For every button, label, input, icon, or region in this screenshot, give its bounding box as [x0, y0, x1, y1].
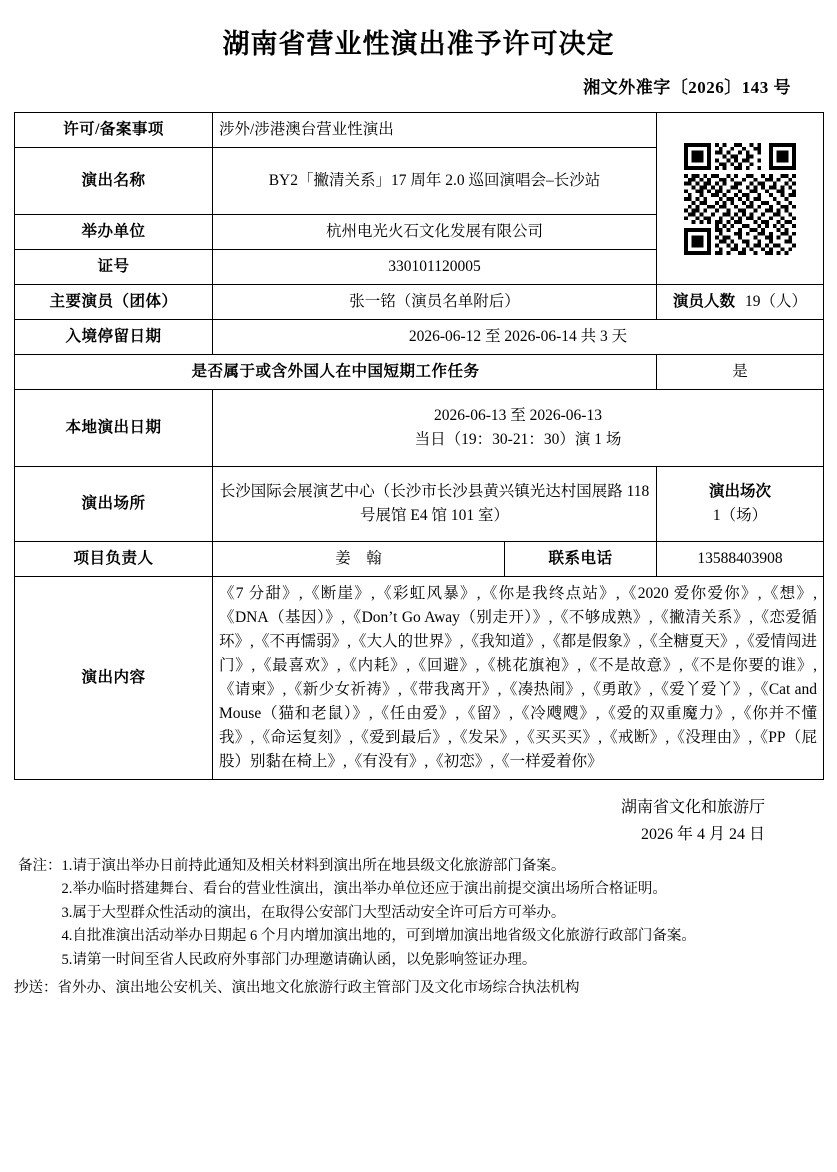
permit-table [14, 112, 824, 780]
cc-label: 抄送： [14, 980, 58, 997]
local-date-label: 本地演出日期 [15, 390, 213, 467]
table-row [15, 320, 824, 355]
local-date-line2: 当日（19：30-21：30）演 1 场 [414, 431, 622, 449]
organizer-value: 杭州电光火石文化发展有限公司 [213, 215, 657, 250]
note-item: 3.属于大型群众性活动的演出，在取得公安部门大型活动安全许可后方可举办。 [61, 904, 566, 921]
cc-value: 省外办、演出地公安机关、演出地文化旅游行政主管部门及文化市场综合执法机构 [57, 980, 580, 997]
manager-value: 姜 翰 [213, 542, 505, 577]
license-no-value: 330101120005 [213, 250, 657, 285]
table-row [15, 577, 824, 780]
foreign-task-value: 是 [657, 355, 824, 390]
table-row [15, 355, 824, 390]
main-actors-label: 主要演员（团体） [15, 285, 213, 320]
main-actors-value: 张一铭（演员名单附后） [213, 285, 657, 320]
note-item: 2.举办临时搭建舞台、看台的营业性演出，演出举办单位还应于演出前提交演出场所合格证明。 [61, 881, 667, 898]
content-value: 《7 分甜》,《断崖》,《彩虹风暴》,《你是我终点站》,《2020 爱你爱你》,《想》,《DNA（基因）》,《Don’t Go Away（别走开）》,《不够成熟》,《撇清关系》,《恋爱循环》,《不再懦弱》,《大人的世界》,《我知道》,《都是假象》,《全糖夏天》,《爱情闯进门》,《最喜欢》,《内耗》,《回避》,《桃花旗袍》,《不是故意》,《不是你要的谁》,《请柬》,《新少女祈祷》,《带我离开》,《凑热闹》,《勇敢》,《爱丫爱丫》,《Cat and Mouse（猫和老鼠）》,《任由爱》,《留》,《冷飕飕》,《爱的双重魔力》,《你并不懂我》,《命运复刻》,《爱到最后》,《发呆》,《买买买》,《戒断》,《没理由》,《PP（屁股）别黏在椅上》,《有没有》,《初恋》,《一样爱着你》 [213, 577, 824, 780]
notes-section [14, 849, 823, 972]
permit-matter-label: 许可/备案事项 [15, 113, 213, 148]
local-date-value [213, 390, 824, 467]
phone-value: 13588403908 [657, 542, 824, 577]
issuing-authority: 湖南省文化和旅游厅 [620, 799, 765, 817]
phone-label: 联系电话 [505, 542, 657, 577]
show-name-value: BY2「撇清关系」17 周年 2.0 巡回演唱会–长沙站 [213, 148, 657, 215]
cc-section [14, 972, 823, 1000]
permit-matter-value: 涉外/涉港澳台营业性演出 [213, 113, 657, 148]
show-name-label: 演出名称 [15, 148, 213, 215]
manager-label: 项目负责人 [15, 542, 213, 577]
issue-date: 2026 年 4 月 24 日 [640, 826, 765, 844]
note-item: 4.自批准演出活动举办日期起 6 个月内增加演出地的，可到增加演出地省级文化旅游行政部门备案。 [61, 928, 696, 945]
table-row [15, 113, 824, 148]
stay-date-label: 入境停留日期 [15, 320, 213, 355]
venue-label: 演出场所 [15, 467, 213, 542]
actor-count-label: 演员人数 [672, 293, 735, 311]
document-number: 湘文外准字〔2026〕143 号 [583, 78, 791, 97]
content-label: 演出内容 [15, 577, 213, 780]
qr-code-icon [684, 143, 796, 255]
sessions-value: 1（场） [712, 507, 768, 525]
actor-count-value: 19（人） [745, 293, 808, 311]
license-no-label: 证号 [15, 250, 213, 285]
table-row [15, 467, 824, 542]
table-row [15, 542, 824, 577]
local-date-line1: 2026-06-13 至 2026-06-13 [434, 407, 602, 425]
signature-block [14, 780, 823, 848]
page-title: 湖南省营业性演出准予许可决定 [222, 29, 615, 59]
table-row [15, 390, 824, 467]
actor-count-cell [657, 285, 824, 320]
venue-value: 长沙国际会展演艺中心（长沙市长沙县黄兴镇光达村国展路 118 号展馆 E4 馆 101 室） [213, 467, 657, 542]
qr-code-cell [657, 113, 824, 285]
organizer-label: 举办单位 [15, 215, 213, 250]
note-item: 5.请第一时间至省人民政府外事部门办理邀请确认函，以免影响签证办理。 [61, 951, 537, 968]
notes-list [62, 855, 824, 972]
sessions-label: 演出场次 [708, 483, 771, 501]
stay-date-value: 2026-06-12 至 2026-06-14 共 3 天 [213, 320, 824, 355]
foreign-task-label: 是否属于或含外国人在中国短期工作任务 [15, 355, 657, 390]
notes-label: 备注： [18, 857, 62, 874]
table-row [15, 285, 824, 320]
note-item: 1.请于演出举办日前持此通知及相关材料到演出所在地县级文化旅游部门备案。 [61, 857, 566, 874]
sessions-cell [657, 467, 824, 542]
